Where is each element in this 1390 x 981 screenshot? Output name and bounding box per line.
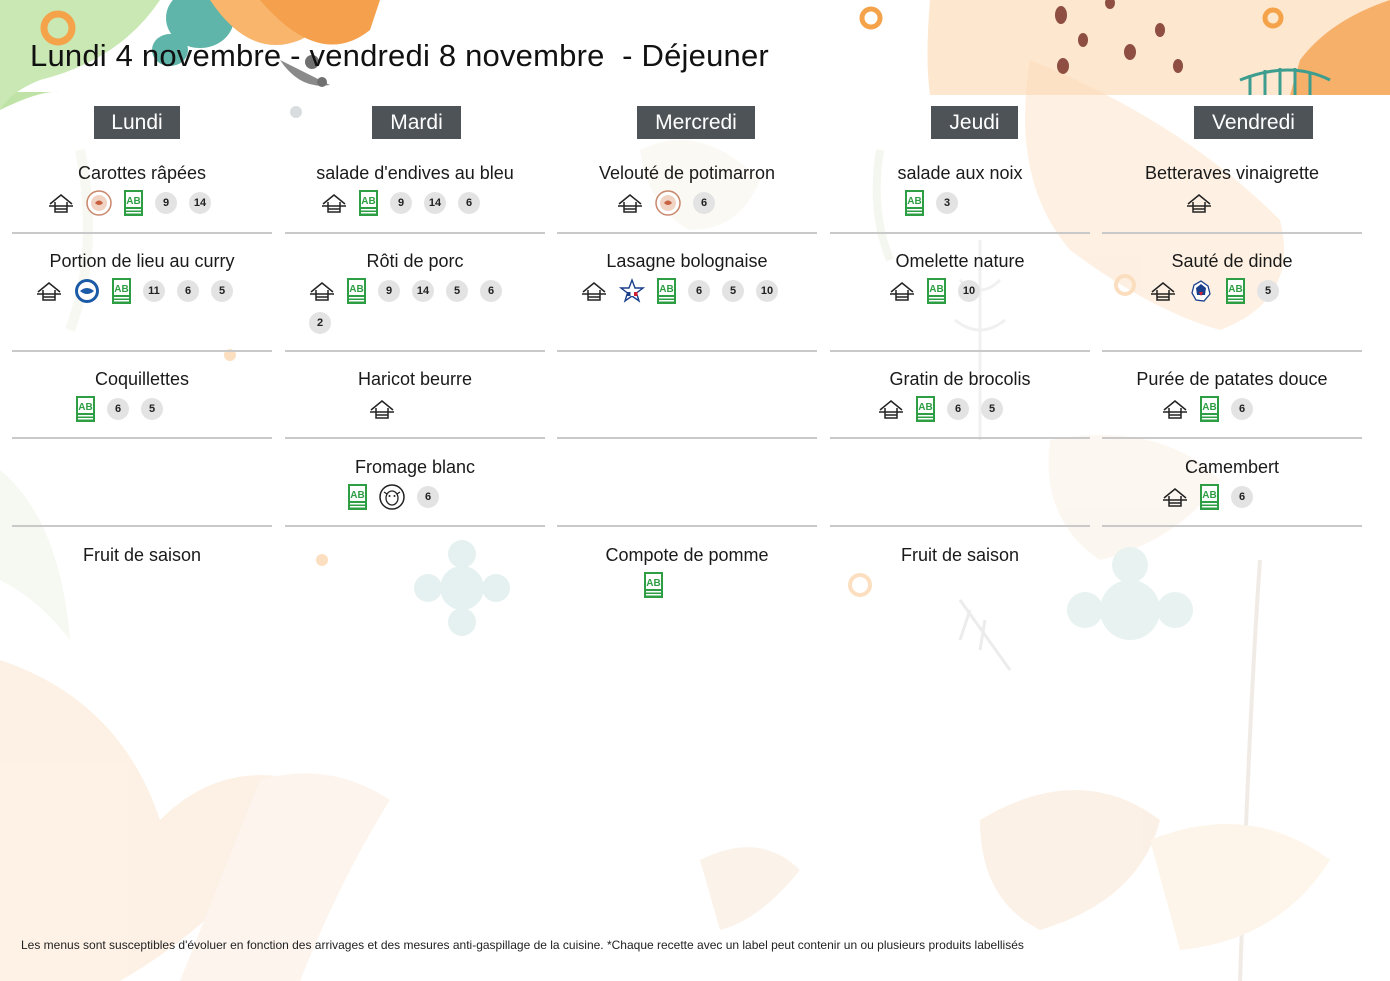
allergen-chip: 6 (417, 486, 439, 508)
row-divider (557, 437, 817, 439)
bio-ab-icon (112, 278, 131, 304)
label-rouge-icon (86, 190, 112, 216)
dish-name: Coquillettes (94, 369, 190, 389)
allergen-chip: 6 (458, 192, 480, 214)
origine-france-icon (619, 278, 645, 304)
msc-peche-durable-icon (74, 278, 100, 304)
day-header-mardi: Mardi (372, 106, 461, 139)
fait-maison-icon (36, 278, 62, 304)
allergen-chip: 5 (722, 280, 744, 302)
allergen-chip: 11 (143, 280, 165, 302)
dish-name: Betteraves vinaigrette (1144, 163, 1320, 183)
row-divider (1102, 350, 1362, 352)
allergen-chip: 14 (412, 280, 434, 302)
allergen-chip: 3 (936, 192, 958, 214)
row-divider (285, 350, 545, 352)
page-title: Lundi 4 novembre - vendredi 8 novembre - Déjeuner (30, 38, 769, 73)
svg-text:AB: AB (1202, 402, 1217, 413)
bio-ab-icon (644, 572, 663, 598)
allergen-chip: 2 (309, 312, 331, 334)
bio-ab-icon (1200, 396, 1219, 422)
dish-name: Fruit de saison (82, 545, 202, 565)
allergen-chip: 5 (981, 398, 1003, 420)
row-divider (12, 232, 272, 234)
row-divider (830, 350, 1090, 352)
dish-name: Purée de patates douce (1136, 369, 1328, 389)
row-divider (1102, 232, 1362, 234)
allergen-chip: 14 (424, 192, 446, 214)
svg-text:AB: AB (349, 284, 364, 295)
row-divider (12, 525, 272, 527)
row-divider (12, 437, 272, 439)
allergen-chip: 6 (688, 280, 710, 302)
footer-disclaimer: Les menus sont susceptibles d'évoluer en fonction des arrivages et des mesures anti-gaspillage de la cuisine. *Chaque recette avec un label peut contenir un ou plusieurs produits labellisés (21, 938, 1024, 952)
allergen-chip: 14 (189, 192, 211, 214)
svg-text:AB: AB (929, 284, 944, 295)
origine-france-icon (1188, 278, 1214, 304)
fait-maison-icon (889, 278, 915, 304)
svg-text:AB: AB (1202, 490, 1217, 501)
dish-name: Lasagne bolognaise (606, 251, 768, 271)
dish-name: Portion de lieu au curry (49, 251, 235, 271)
allergen-chip: 5 (1257, 280, 1279, 302)
row-divider (557, 232, 817, 234)
svg-text:AB: AB (114, 284, 129, 295)
dish-name: Rôti de porc (366, 251, 464, 271)
bio-ab-icon (76, 396, 95, 422)
allergen-chip: 6 (1231, 398, 1253, 420)
bio-ab-icon (657, 278, 676, 304)
fait-maison-icon (581, 278, 607, 304)
bio-ab-icon (905, 190, 924, 216)
row-divider (1102, 525, 1362, 527)
allergen-chip: 6 (107, 398, 129, 420)
allergen-chip: 9 (390, 192, 412, 214)
row-divider (830, 232, 1090, 234)
label-rouge-icon (655, 190, 681, 216)
bio-ab-icon (916, 396, 935, 422)
bio-ab-icon (927, 278, 946, 304)
svg-text:AB: AB (659, 284, 674, 295)
svg-text:AB: AB (907, 196, 922, 207)
dish-name: Carottes râpées (77, 163, 207, 183)
allergen-chip: 5 (211, 280, 233, 302)
allergen-chip: 5 (446, 280, 468, 302)
dish-name: salade d'endives au bleu (316, 163, 514, 183)
row-divider (285, 437, 545, 439)
bio-ab-icon (1200, 484, 1219, 510)
dish-name: Velouté de potimarron (598, 163, 776, 183)
row-divider (830, 525, 1090, 527)
dish-name: Sauté de dinde (1171, 251, 1293, 271)
fait-maison-icon (1162, 484, 1188, 510)
allergen-chip: 5 (141, 398, 163, 420)
allergen-chip: 6 (693, 192, 715, 214)
dish-name: Gratin de brocolis (889, 369, 1031, 389)
day-header-jeudi: Jeudi (931, 106, 1018, 139)
svg-text:AB: AB (918, 402, 933, 413)
allergen-chip: 10 (958, 280, 980, 302)
fait-maison-icon (1186, 190, 1212, 216)
fait-maison-icon (321, 190, 347, 216)
svg-text:AB: AB (361, 196, 376, 207)
allergen-chip: 10 (756, 280, 778, 302)
day-header-mercredi: Mercredi (637, 106, 755, 139)
svg-text:AB: AB (1228, 284, 1243, 295)
dish-name: Fromage blanc (354, 457, 476, 477)
bleu-blanc-coeur-icon (379, 484, 405, 510)
allergen-chip: 6 (1231, 486, 1253, 508)
row-divider (830, 437, 1090, 439)
allergen-chip: 6 (947, 398, 969, 420)
day-header-vendredi: Vendredi (1194, 106, 1313, 139)
fait-maison-icon (48, 190, 74, 216)
allergen-chip: 6 (480, 280, 502, 302)
row-divider (1102, 437, 1362, 439)
bio-ab-icon (359, 190, 378, 216)
fait-maison-icon (1150, 278, 1176, 304)
row-divider (557, 525, 817, 527)
svg-text:AB: AB (126, 196, 141, 207)
row-divider (557, 350, 817, 352)
dish-name: Haricot beurre (357, 369, 473, 389)
fait-maison-icon (878, 396, 904, 422)
bio-ab-icon (124, 190, 143, 216)
dish-name: Omelette nature (895, 251, 1025, 271)
fait-maison-icon (309, 278, 335, 304)
bio-ab-icon (347, 278, 366, 304)
fait-maison-icon (1162, 396, 1188, 422)
svg-text:AB: AB (350, 490, 365, 501)
allergen-chip: 6 (177, 280, 199, 302)
dish-name: Compote de pomme (605, 545, 769, 565)
dish-name: salade aux noix (897, 163, 1023, 183)
row-divider (285, 232, 545, 234)
allergen-chip: 9 (378, 280, 400, 302)
dish-name: Camembert (1184, 457, 1280, 477)
svg-text:AB: AB (78, 402, 93, 413)
row-divider (12, 350, 272, 352)
bio-ab-icon (348, 484, 367, 510)
fait-maison-icon (617, 190, 643, 216)
dish-name: Fruit de saison (900, 545, 1020, 565)
svg-text:AB: AB (646, 578, 661, 589)
fait-maison-icon (369, 396, 395, 422)
allergen-chip: 9 (155, 192, 177, 214)
row-divider (285, 525, 545, 527)
day-header-lundi: Lundi (94, 106, 180, 139)
bio-ab-icon (1226, 278, 1245, 304)
